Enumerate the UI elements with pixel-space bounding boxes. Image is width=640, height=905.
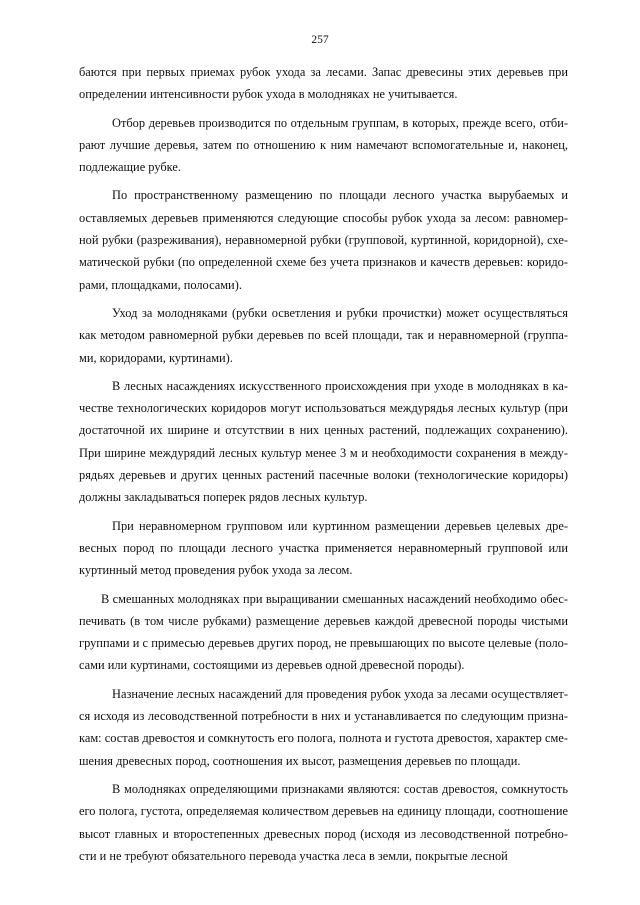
paragraph: При неравномерном групповом или куртинном размещении деревьев целевых древесных пород по площади лесного участка применяется неравномерный групповой или куртинный метод проведения рубок ухода за лесом.	[79, 518, 568, 578]
body-text	[79, 61, 568, 873]
paragraph: В молодняках определяющими признаками являются: состав древостоя, сомкнутость его полога, густота, определяемая количеством деревьев на единицу площади, соотношение высот главных и второстепенных древесных пород (исходя из лесоводственной потребности и не требуют обязательного перевода участка леса в земли, покрытые лесной	[79, 781, 568, 863]
paragraph: Назначение лесных насаждений для проведения рубок ухода за лесами осуществляется исходя из лесоводственной потребности в них и устанавливается по следующим признакам: состав древостоя и сомкнутость его полога, полнота и густота древостоя, характер смешения древесных пород, соотношения их высот, размещения деревьев по площади.	[79, 686, 568, 768]
paragraph-continuation: баются при первых приемах рубок ухода за лесами. Запас древесины этих деревьев при определении интенсивности рубок ухода в молодняках не учитывается.	[79, 65, 568, 102]
paragraph: Отбор деревьев производится по отдельным группам, в которых, прежде всего, отбирают лучшие деревья, затем по отношению к ним намечают вспомогательные и, наконец, подлежащие рубке.	[79, 115, 568, 175]
paragraph: В лесных насаждениях искусственного происхождения при уходе в молодняках в качестве технологических коридоров могут использоваться междурядья лесных культур (при достаточной их ширине и отсутствии в них ценных растений, подлежащих сохранению). При ширине междурядий лесных культур менее 3 м и необходимости сохранения в междурядьях деревьев и других ценных растений пасечные волоки (технологические коридоры) должны закладываться поперек рядов лесных культур.	[79, 378, 568, 505]
page-number: 257	[311, 34, 329, 46]
paragraph: По пространственному размещению по площади лесного участка вырубаемых и оставляемых деревьев применяются следующие способы рубок ухода за лесом: равномерной рубки (разреживания), неравномерной рубки (групповой, куртинной, коридорной), схематической рубки (по определенной схеме без учета признаков и качеств деревьев: коридорами, площадками, полосами).	[79, 188, 568, 292]
paragraph: Уход за молодняками (рубки осветления и рубки прочистки) может осуществляться как методом равномерной рубки деревьев по всей площади, так и неравномерной (группами, коридорами, куртинами).	[79, 305, 568, 365]
paragraph: В смешанных молодняках при выращивании смешанных насаждений необходимо обеспечивать (в том числе рубками) размещение деревьев каждой древесной породы чистыми группами и с примесью деревьев других пород, не превышающих по высоте целевые (полосами или куртинами, состоящими из деревьев одной древесной породы).	[79, 591, 568, 673]
